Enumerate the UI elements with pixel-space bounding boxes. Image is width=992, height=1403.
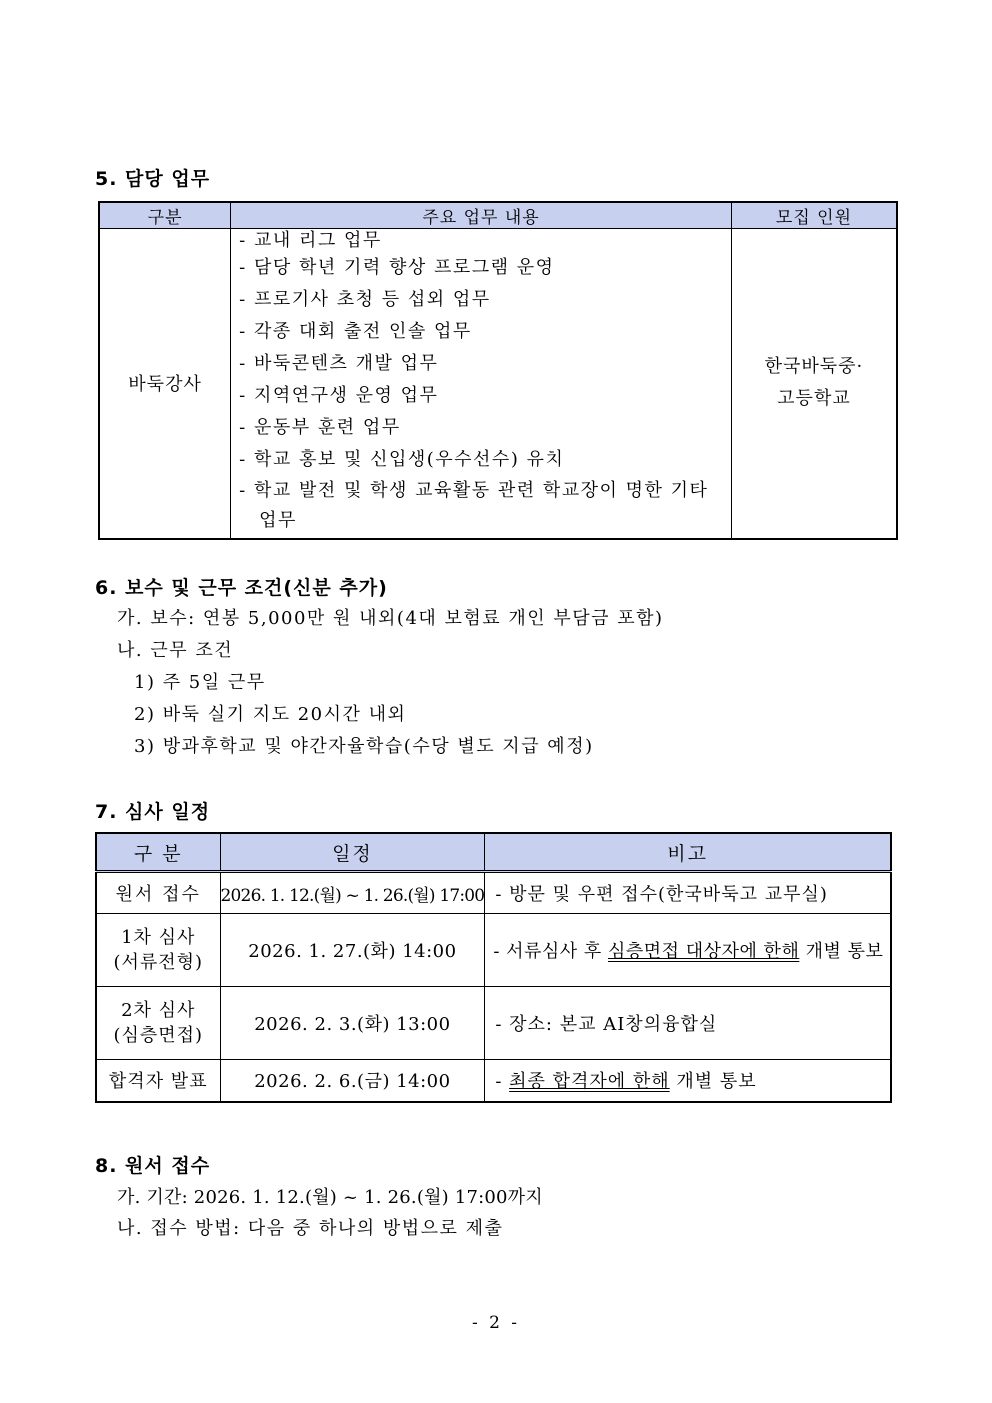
duty-item: - 지역연구생 운영 업무 — [239, 385, 439, 407]
schedule-row — [96, 987, 891, 1060]
section5-heading: 5. 담당 업무 — [95, 168, 211, 190]
duties-cell — [231, 229, 732, 539]
note-cell — [485, 987, 891, 1060]
duty-item: - 프로기사 초청 등 섭외 업무 — [239, 289, 491, 311]
section8-heading: 8. 원서 접수 — [95, 1155, 211, 1177]
recruit-line: 고등학교 — [777, 388, 851, 410]
method-line: 나. 접수 방법: 다음 중 하나의 방법으로 제출 — [117, 1218, 504, 1239]
pay-line: 가. 보수: 연봉 5,000만 원 내외(4대 보험료 개인 부담금 포함) — [117, 608, 664, 629]
section7-heading: 7. 심사 일정 — [95, 801, 211, 823]
note-text: - — [495, 1071, 510, 1093]
stage-subtext: (서류전형) — [113, 952, 204, 973]
stage-text: 1차 심사 — [121, 927, 196, 948]
duty-item: - 담당 학년 기력 향상 프로그램 운영 — [239, 257, 555, 279]
stage-cell — [96, 987, 220, 1060]
recruit-line: 한국바둑중· — [764, 356, 864, 378]
duty-item: - 바둑콘텐츠 개발 업무 — [239, 353, 439, 375]
note-text: 개별 통보 — [799, 941, 884, 962]
date-cell — [220, 872, 485, 914]
schedule-row — [96, 914, 891, 987]
category-cell: 바둑강사 — [99, 229, 231, 539]
conditions-title: 나. 근무 조건 — [117, 640, 234, 661]
date-cell: 2026. 1. 27.(화) 14:00 — [220, 914, 485, 987]
schedule-row — [96, 872, 891, 914]
duty-item: - 학교 홍보 및 신입생(우수선수) 유치 — [239, 449, 565, 471]
note-cell — [485, 1060, 891, 1102]
stage-subtext: (심층면접) — [113, 1025, 204, 1046]
header-duties: 주요 업무 내용 — [231, 202, 732, 229]
note-text: 개별 통보 — [669, 1071, 757, 1093]
period-line: 가. 기간: 2026. 1. 12.(월) ~ 1. 26.(월) 17:00까지 — [117, 1187, 543, 1208]
header-recruit: 모집 인원 — [731, 202, 897, 229]
duties-table-header — [99, 202, 897, 229]
duty-item: - 각종 대회 출전 인솔 업무 — [239, 321, 472, 343]
date-cell: 2026. 2. 6.(금) 14:00 — [220, 1060, 485, 1102]
recruit-cell — [731, 229, 897, 539]
date-cell: 2026. 2. 3.(화) 13:00 — [220, 987, 485, 1060]
stage-cell — [96, 914, 220, 987]
duties-table-row — [99, 229, 897, 539]
condition-item: 1) 주 5일 근무 — [134, 672, 266, 693]
stage-text: 2차 심사 — [121, 1000, 196, 1021]
stage-cell: 원서 접수 — [96, 872, 220, 914]
schedule-row — [96, 1060, 891, 1102]
date-text: 2026. 1. 12.(월) ~ 1. 26.(월) 17:00 — [220, 885, 485, 906]
note-cell — [485, 872, 891, 914]
condition-item: 2) 바둑 실기 지도 20시간 내외 — [134, 704, 407, 725]
duties-list — [231, 230, 731, 536]
stage-cell: 합격자 발표 — [96, 1060, 220, 1102]
note-text: - 장소: 본교 AI창의융합실 — [495, 1014, 718, 1035]
header-date: 일정 — [220, 833, 485, 872]
header-note: 비고 — [485, 833, 891, 872]
section6-heading: 6. 보수 및 근무 조건(신분 추가) — [95, 577, 388, 599]
schedule-table — [95, 832, 892, 1103]
note-underlined: 최종 합격자에 한해 — [509, 1071, 670, 1093]
note-cell — [485, 914, 891, 987]
note-underlined: 심층면접 대상자에 한해 — [608, 941, 800, 962]
duties-table — [98, 201, 898, 540]
duty-item: - 교내 리그 업무 — [239, 230, 382, 252]
page-number: - 2 - — [471, 1313, 521, 1333]
duty-item: - 운동부 훈련 업무 — [239, 417, 401, 439]
condition-item: 3) 방과후학교 및 야간자율학습(수당 별도 지급 예정) — [134, 736, 594, 757]
note-text: - 서류심사 후 — [493, 941, 609, 962]
schedule-table-header — [96, 833, 891, 872]
header-stage: 구 분 — [96, 833, 220, 872]
header-category: 구분 — [99, 202, 231, 229]
duty-item: - 학교 발전 및 학생 교육활동 관련 학교장이 명한 기타 업무 — [239, 480, 709, 532]
note-text: - 방문 및 우편 접수(한국바둑고 교무실) — [495, 884, 828, 905]
